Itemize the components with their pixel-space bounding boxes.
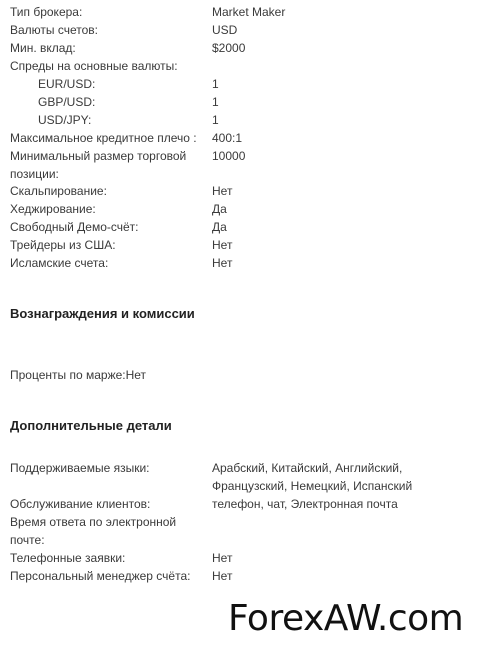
section-heading-details: Дополнительные детали xyxy=(10,418,172,433)
value-max-leverage: 400:1 xyxy=(212,131,243,145)
label-free-demo: Свободный Демо-счёт: xyxy=(10,220,139,234)
label-personal-manager: Персональный менеджер счёта: xyxy=(10,569,191,583)
watermark-logo: ForexAW.com xyxy=(228,598,464,639)
value-spread-eurusd: 1 xyxy=(212,77,219,91)
label-spread-eurusd: EUR/USD: xyxy=(38,77,96,91)
value-hedging: Да xyxy=(212,202,227,216)
value-spread-gbpusd: 1 xyxy=(212,95,219,109)
value-personal-manager: Нет xyxy=(212,569,233,583)
label-hedging: Хеджирование: xyxy=(10,202,96,216)
label-min-deposit: Мин. вклад: xyxy=(10,41,76,55)
value-scalping: Нет xyxy=(212,184,233,198)
label-us-traders: Трейдеры из США: xyxy=(10,238,116,252)
label-broker-type: Тип брокера: xyxy=(10,5,83,19)
label-spread-gbpusd: GBP/USD: xyxy=(38,95,96,109)
label-phone-orders: Телефонные заявки: xyxy=(10,551,126,565)
value-broker-type: Market Maker xyxy=(212,5,286,19)
label-email-response: Время ответа по электронной почте: xyxy=(10,515,177,547)
label-account-currencies: Валюты счетов: xyxy=(10,23,99,37)
value-spread-usdjpy: 1 xyxy=(212,113,219,127)
label-min-trade-size: Минимальный размер торговой позиции: xyxy=(10,149,187,181)
value-languages: Арабский, Китайский, Английский, Французский, Немецкий, Испанский xyxy=(212,461,413,493)
value-free-demo: Да xyxy=(212,220,227,234)
label-spreads-header: Спреды на основные валюты: xyxy=(10,59,178,73)
value-customer-support: телефон, чат, Электронная почта xyxy=(212,497,398,511)
margin-interest-text: Проценты по марже:Нет xyxy=(10,368,147,382)
value-phone-orders: Нет xyxy=(212,551,233,565)
label-scalping: Скальпирование: xyxy=(10,184,107,198)
label-customer-support: Обслуживание клиентов: xyxy=(10,497,151,511)
label-islamic-accounts: Исламские счета: xyxy=(10,256,109,270)
section-heading-rewards: Вознаграждения и комиссии xyxy=(10,306,195,321)
value-min-deposit: $2000 xyxy=(212,41,246,55)
value-islamic-accounts: Нет xyxy=(212,256,233,270)
label-max-leverage: Максимальное кредитное плечо : xyxy=(10,131,197,145)
value-us-traders: Нет xyxy=(212,238,233,252)
label-spread-usdjpy: USD/JPY: xyxy=(38,113,92,127)
label-languages: Поддерживаемые языки: xyxy=(10,461,150,475)
value-account-currencies: USD xyxy=(212,23,238,37)
value-min-trade-size: 10000 xyxy=(212,149,246,163)
